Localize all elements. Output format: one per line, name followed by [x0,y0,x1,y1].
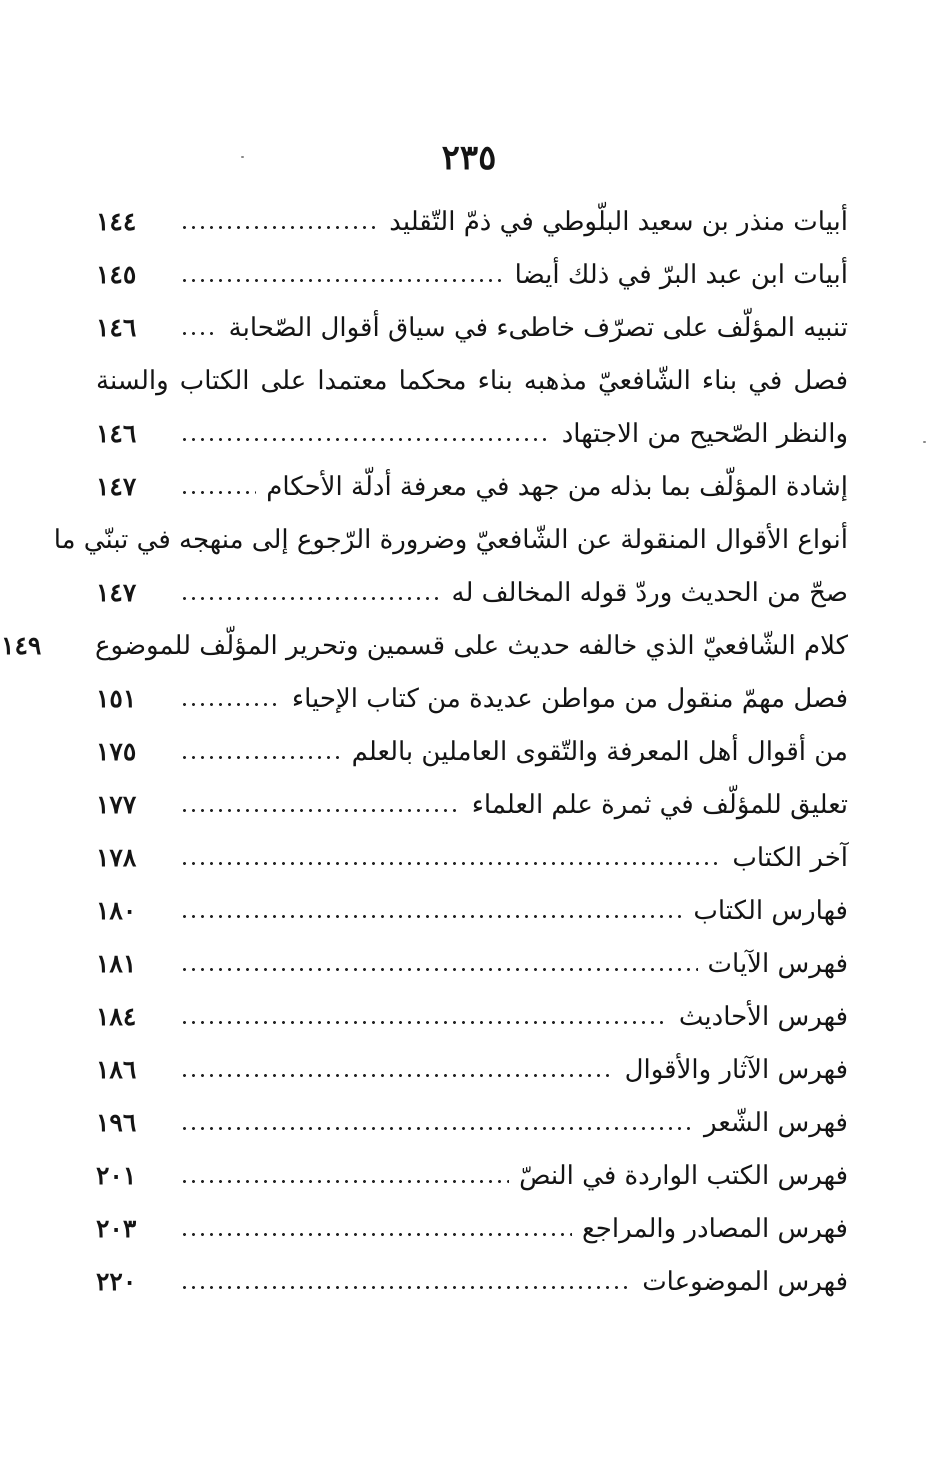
toc-entry-page-number: ١٤٦ [96,313,137,342]
toc-entry-page-number: ١٨٠ [96,896,137,925]
toc-entry-title: أبيات ابن عبد البرّ في ذلك أيضا [514,259,848,290]
toc-entry-page-number: ١٤٧ [96,578,137,607]
toc-entry [1,619,848,672]
toc-entry-title: من أقوال أهل المعرفة والتّقوى العاملين بالعلم [351,736,848,767]
dot-leader [180,854,722,874]
dot-leader [180,1119,694,1139]
toc-entry-title: فهرس الموضوعات [642,1266,848,1297]
toc-entry-title: فهرس الكتب الواردة في النصّ [519,1160,848,1191]
toc-entry [96,248,848,301]
toc-entry [96,672,848,725]
toc-entry-page-number: ١٤٥ [96,260,137,289]
dot-leader [180,748,342,768]
toc-entry-title: أنواع الأقوال المنقولة عن الشّافعيّ وضرورة الرّجوع إلى منهجه في تبنّي ما [53,524,848,555]
toc-entry-title: فهرس المصادر والمراجع [581,1213,848,1244]
toc-entry-page-number: ١٤٦ [96,419,137,448]
toc-entry-title: آخر الكتاب [732,842,848,873]
toc-entry [96,407,848,460]
dot-leader [180,589,442,609]
toc-entry-page-number: ١٧٨ [96,843,137,872]
toc-entry [96,884,848,937]
toc-entry-page-number: ١٤٤ [96,207,137,236]
toc-entry [53,513,848,566]
toc-entry [96,1202,848,1255]
toc-entry [96,195,848,248]
toc-entry-page-number: ٢٠١ [96,1161,137,1190]
dot-leader [180,801,462,821]
toc-entry [96,354,848,407]
toc-entry [96,778,848,831]
toc-entry-page-number: ١٤٧ [96,472,137,501]
toc-entry [96,725,848,778]
toc-entry-title: فصل مهمّ منقول من مواطن عديدة من كتاب الإحياء [291,683,848,714]
toc-entry [96,1255,848,1308]
toc-entry [96,1096,848,1149]
toc-entry-title: فهرس الشّعر [704,1107,848,1138]
toc-entry-page-number: ١٨٦ [96,1055,137,1084]
toc-entry-page-number: ٢٠٣ [96,1214,137,1243]
dot-leader [180,324,219,344]
toc-entry-page-number: ١٤٩ [1,631,42,660]
page-number: ٢٣٥ [441,138,497,178]
toc-entry-title: فهارس الكتاب [693,895,848,926]
toc-entry-title: صحّ من الحديث وردّ قوله المخالف له [451,577,848,608]
scan-speck [923,441,926,443]
toc-entry-title: تنبيه المؤلّف على تصرّف خاطىء في سياق أقوال الصّحابة [228,312,848,343]
dot-leader [180,1066,615,1086]
toc-entry-title: فهرس الأحاديث [678,1001,848,1032]
toc-entry [96,990,848,1043]
toc-entry-page-number: ٢٢٠ [96,1267,137,1296]
dot-leader [180,695,282,715]
toc-entry-page-number: ١٧٧ [96,790,137,819]
toc-entry [96,1149,848,1202]
toc-entry-page-number: ١٥١ [96,684,137,713]
dot-leader [180,430,552,450]
toc-entry [96,1043,848,1096]
toc-entry-title: والنظر الصّحيح من الاجتهاد [561,418,848,449]
toc-entry-title: فهرس الآثار والأقوال [624,1054,848,1085]
toc-entry [96,460,848,513]
dot-leader [180,218,379,238]
toc-entry-page-number: ١٨١ [96,949,137,978]
toc-entry [96,937,848,990]
toc-entry-page-number: ١٨٤ [96,1002,137,1031]
toc-entry-title: تعليق للمؤلّف في ثمرة علم العلماء [471,789,848,820]
dot-leader [180,907,683,927]
toc-entry [96,301,848,354]
dot-leader [180,1172,509,1192]
toc-entry [96,566,848,619]
dot-leader [180,1225,572,1245]
dot-leader [180,1278,632,1298]
dot-leader [180,483,256,503]
toc-entry-title: فهرس الآيات [707,948,848,979]
toc-entry-page-number: ١٩٦ [96,1108,137,1137]
dot-leader [180,271,505,291]
table-of-contents [1,195,848,1308]
toc-entry-page-number: ١٧٥ [96,737,137,766]
toc-entry-title: إشادة المؤلّف بما بذله من جهد في معرفة أدلّة الأحكام [266,471,848,502]
toc-entry-title: أبيات منذر بن سعيد البلّوطي في ذمّ التّقليد [389,206,848,237]
toc-entry-title: كلام الشّافعيّ الذي خالفه حديث على قسمين وتحرير المؤلّف للموضوع [95,630,848,661]
toc-entry-title: فصل في بناء الشّافعيّ مذهبه بناء محكما معتمدا على الكتاب والسنة [96,365,848,396]
toc-entry [96,831,848,884]
dot-leader [180,1013,669,1033]
dot-leader [180,960,698,980]
